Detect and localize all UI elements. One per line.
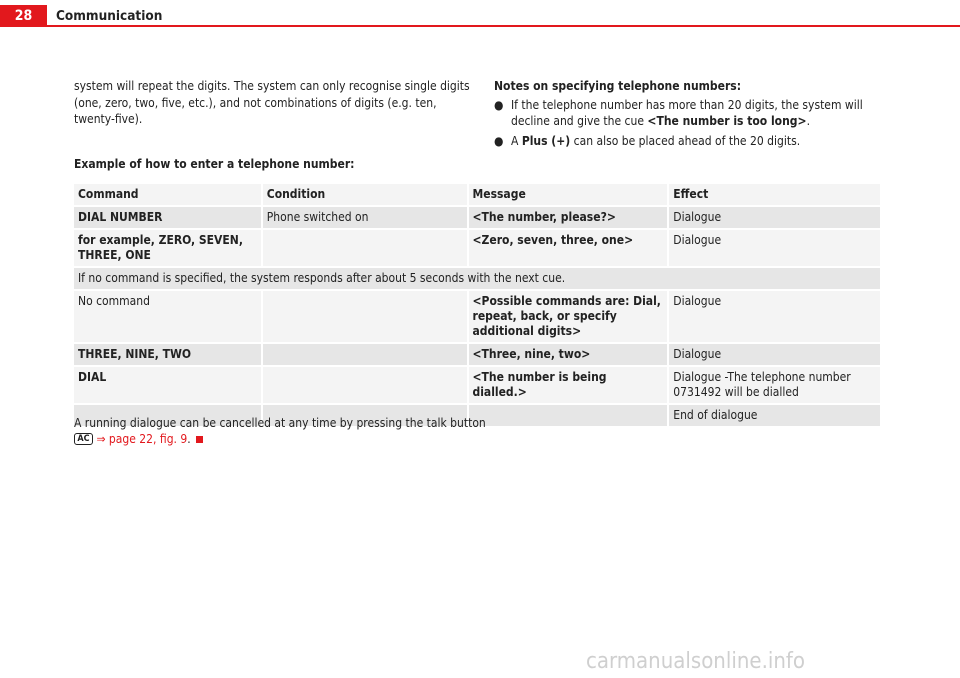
command-table [74, 184, 882, 428]
bullet-item-too-long [494, 97, 894, 130]
column-header-message: Message [468, 184, 669, 206]
page-header [0, 0, 960, 30]
cell-condition [262, 366, 468, 404]
bullet-icon: ● [494, 97, 504, 112]
table-row [74, 206, 881, 229]
cell-condition [262, 343, 468, 366]
bullet2-bold: Plus (+) [521, 133, 571, 148]
cell-effect: Dialogue [668, 229, 881, 267]
cell-message: <Three, nine, two> [468, 343, 669, 366]
cell-message: <Possible commands are: Dial, repeat, back, or specify additional digits> [468, 290, 669, 343]
bullet2-a: A [511, 133, 522, 148]
page-reference-link[interactable]: ⇒ page 22, fig. 9 [96, 431, 188, 446]
cell-effect: Dialogue [668, 206, 881, 229]
table-header-row [74, 184, 881, 206]
cell-command: for example, ZERO, SEVEN, THREE, ONE [74, 229, 262, 267]
cell-message [468, 404, 669, 427]
cell-condition [262, 229, 468, 267]
bullet1-text: If the telephone number has more than 20 digits, the system will decline and give the cue [511, 97, 863, 128]
notes-heading: Notes on specifying telephone numbers: [494, 79, 742, 93]
table-row-note [74, 267, 881, 290]
cell-command: DIAL NUMBER [74, 206, 262, 229]
cell-note: If no command is specified, the system responds after about 5 seconds with the next cue. [74, 267, 881, 290]
column-header-condition: Condition [262, 184, 468, 206]
cell-effect: Dialogue -The telephone number 0731492 will be dialled [668, 366, 881, 404]
section-title: Communication [56, 8, 163, 24]
table-row [74, 229, 881, 267]
footer-end: . [187, 431, 191, 446]
cell-command: THREE, NINE, TWO [74, 343, 262, 366]
bullet-icon: ● [494, 133, 504, 148]
cell-message: <The number, please?> [468, 206, 669, 229]
table-row [74, 366, 881, 404]
cell-effect: Dialogue [668, 290, 881, 343]
footer-paragraph [74, 416, 494, 447]
left-column [74, 78, 474, 128]
bullet1-end: . [806, 114, 810, 128]
cell-message: <Zero, seven, three, one> [468, 229, 669, 267]
cell-condition [262, 290, 468, 343]
column-header-effect: Effect [668, 184, 881, 206]
bullet1-cue: <The number is too long> [647, 114, 807, 128]
right-column [494, 78, 894, 152]
cell-command: DIAL [74, 366, 262, 404]
talk-button-badge-icon: AC [74, 433, 93, 445]
table-row [74, 343, 881, 366]
cell-effect: Dialogue [668, 343, 881, 366]
bullet-item-plus [494, 133, 894, 150]
footer-text: A running dialogue can be cancelled at any time by pressing the talk button [74, 416, 486, 430]
page-number: 28 [0, 5, 47, 27]
example-heading: Example of how to enter a telephone number: [74, 157, 355, 171]
bullet2-text: can also be placed ahead of the 20 digits. [570, 133, 801, 148]
intro-paragraph: system will repeat the digits. The system can only recognise single digits (one, zero, two, five, etc.), and not combinations of digits (e.g. ten, twenty-five). [74, 79, 470, 126]
cell-condition: Phone switched on [262, 206, 468, 229]
cell-effect: End of dialogue [668, 404, 881, 427]
cell-message: <The number is being dialled.> [468, 366, 669, 404]
end-of-section-icon [196, 436, 203, 443]
column-header-command: Command [74, 184, 262, 206]
cell-command: No command [74, 290, 262, 343]
header-rule [47, 25, 960, 27]
watermark: carmanualsonline.info [586, 649, 805, 674]
table-row [74, 290, 881, 343]
